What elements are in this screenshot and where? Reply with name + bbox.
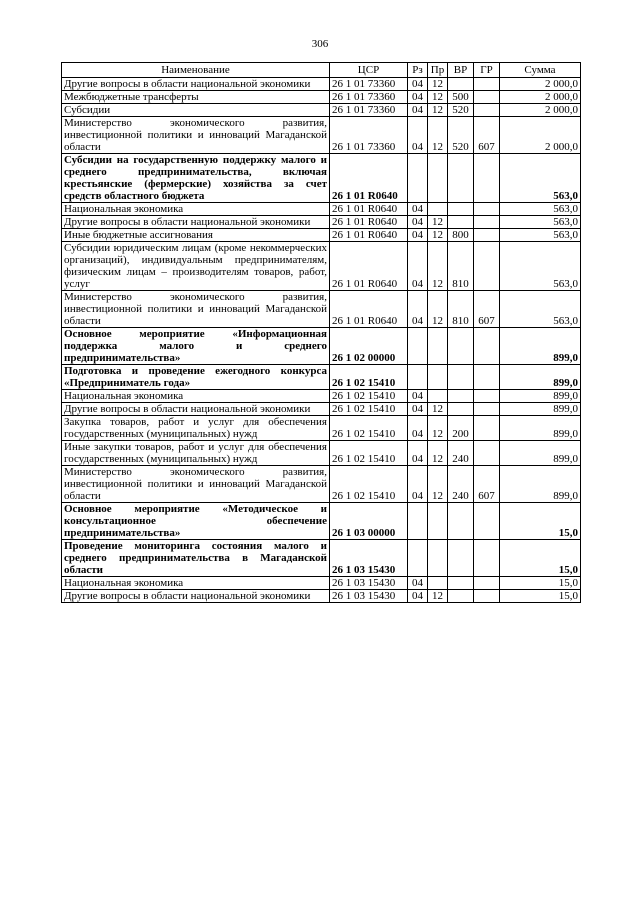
table-row — [62, 416, 581, 441]
cell-sum: 15,0 — [500, 503, 581, 540]
cell-gr — [474, 365, 500, 390]
cell-gr — [474, 154, 500, 203]
table-row — [62, 365, 581, 390]
cell-csr: 26 1 03 15430 — [330, 590, 408, 603]
table-row — [62, 104, 581, 117]
table-row — [62, 154, 581, 203]
cell-gr — [474, 416, 500, 441]
cell-gr — [474, 441, 500, 466]
cell-sum: 563,0 — [500, 154, 581, 203]
cell-rz: 04 — [408, 441, 428, 466]
cell-rz: 04 — [408, 577, 428, 590]
cell-sum: 899,0 — [500, 328, 581, 365]
table-row — [62, 229, 581, 242]
cell-csr: 26 1 02 15410 — [330, 390, 408, 403]
cell-rz — [408, 503, 428, 540]
cell-name: Проведение мониторинга состояния малого и среднего предпринимательства в Магаданской области — [62, 540, 330, 577]
table-row — [62, 390, 581, 403]
table-row — [62, 117, 581, 154]
table-row — [62, 328, 581, 365]
cell-name: Другие вопросы в области национальной экономики — [62, 403, 330, 416]
cell-vr — [448, 216, 474, 229]
cell-csr: 26 1 01 R0640 — [330, 154, 408, 203]
cell-sum: 15,0 — [500, 577, 581, 590]
cell-rz: 04 — [408, 390, 428, 403]
cell-pr: 12 — [428, 78, 448, 91]
cell-gr — [474, 390, 500, 403]
page-number: 306 — [311, 38, 329, 50]
cell-csr: 26 1 02 15410 — [330, 365, 408, 390]
cell-csr: 26 1 02 00000 — [330, 328, 408, 365]
cell-sum: 2 000,0 — [500, 91, 581, 104]
cell-rz — [408, 540, 428, 577]
header-pr: Пр — [428, 63, 448, 78]
cell-pr: 12 — [428, 590, 448, 603]
cell-gr — [474, 91, 500, 104]
cell-rz: 04 — [408, 117, 428, 154]
cell-sum: 2 000,0 — [500, 117, 581, 154]
cell-rz: 04 — [408, 416, 428, 441]
cell-sum: 899,0 — [500, 416, 581, 441]
cell-sum: 563,0 — [500, 242, 581, 291]
table-row — [62, 242, 581, 291]
cell-name: Субсидии — [62, 104, 330, 117]
cell-pr: 12 — [428, 117, 448, 154]
cell-pr — [428, 577, 448, 590]
cell-name: Иные закупки товаров, работ и услуг для обеспечения государственных (муниципальных) нужд — [62, 441, 330, 466]
table-row — [62, 590, 581, 603]
cell-name: Министерство экономического развития, инвестиционной политики и инноваций Магаданской области — [62, 291, 330, 328]
cell-gr — [474, 403, 500, 416]
cell-gr — [474, 78, 500, 91]
cell-sum: 2 000,0 — [500, 78, 581, 91]
table-row — [62, 403, 581, 416]
table-row — [62, 203, 581, 216]
cell-sum: 899,0 — [500, 403, 581, 416]
cell-name: Межбюджетные трансферты — [62, 91, 330, 104]
cell-pr — [428, 540, 448, 577]
cell-rz: 04 — [408, 291, 428, 328]
cell-name: Другие вопросы в области национальной экономики — [62, 216, 330, 229]
cell-csr: 26 1 02 15410 — [330, 416, 408, 441]
cell-pr: 12 — [428, 216, 448, 229]
cell-vr: 500 — [448, 91, 474, 104]
cell-pr: 12 — [428, 466, 448, 503]
cell-sum: 899,0 — [500, 466, 581, 503]
cell-vr: 240 — [448, 466, 474, 503]
cell-sum: 899,0 — [500, 365, 581, 390]
cell-pr: 12 — [428, 242, 448, 291]
cell-vr — [448, 203, 474, 216]
cell-gr — [474, 104, 500, 117]
cell-vr — [448, 328, 474, 365]
cell-csr: 26 1 01 73360 — [330, 104, 408, 117]
cell-vr: 810 — [448, 291, 474, 328]
cell-rz: 04 — [408, 216, 428, 229]
cell-csr: 26 1 03 00000 — [330, 503, 408, 540]
cell-pr — [428, 365, 448, 390]
cell-name: Другие вопросы в области национальной экономики — [62, 590, 330, 603]
cell-name: Закупка товаров, работ и услуг для обеспечения государственных (муниципальных) нужд — [62, 416, 330, 441]
cell-vr: 200 — [448, 416, 474, 441]
table-row — [62, 503, 581, 540]
cell-pr — [428, 328, 448, 365]
cell-vr: 800 — [448, 229, 474, 242]
cell-pr: 12 — [428, 104, 448, 117]
cell-rz: 04 — [408, 91, 428, 104]
table-row — [62, 216, 581, 229]
cell-rz: 04 — [408, 203, 428, 216]
cell-csr: 26 1 01 R0640 — [330, 203, 408, 216]
cell-csr: 26 1 01 73360 — [330, 91, 408, 104]
cell-rz — [408, 365, 428, 390]
table-row — [62, 441, 581, 466]
cell-name: Субсидии на государственную поддержку малого и среднего предпринимательства, включая крестьянские (фермерские) хозяйства за счет средств областного бюджета — [62, 154, 330, 203]
cell-csr: 26 1 01 R0640 — [330, 216, 408, 229]
header-gr: ГР — [474, 63, 500, 78]
cell-name: Министерство экономического развития, инвестиционной политики и инноваций Магаданской области — [62, 117, 330, 154]
cell-vr — [448, 503, 474, 540]
cell-csr: 26 1 01 R0640 — [330, 229, 408, 242]
cell-vr — [448, 78, 474, 91]
cell-vr — [448, 390, 474, 403]
cell-rz — [408, 328, 428, 365]
cell-gr: 607 — [474, 466, 500, 503]
cell-name: Субсидии юридическим лицам (кроме некоммерческих организаций), индивидуальным предпринимателям, физическим лицам – производителям товаров, работ, услуг — [62, 242, 330, 291]
cell-name: Иные бюджетные ассигнования — [62, 229, 330, 242]
cell-pr — [428, 390, 448, 403]
cell-vr: 520 — [448, 117, 474, 154]
cell-vr — [448, 540, 474, 577]
table-row — [62, 291, 581, 328]
cell-pr — [428, 203, 448, 216]
cell-rz: 04 — [408, 466, 428, 503]
cell-sum: 563,0 — [500, 229, 581, 242]
cell-sum: 899,0 — [500, 441, 581, 466]
cell-sum: 899,0 — [500, 390, 581, 403]
cell-vr — [448, 365, 474, 390]
cell-pr: 12 — [428, 229, 448, 242]
header-csr: ЦСР — [330, 63, 408, 78]
cell-csr: 26 1 01 73360 — [330, 78, 408, 91]
cell-gr — [474, 229, 500, 242]
header-sum: Сумма — [500, 63, 581, 78]
cell-gr — [474, 203, 500, 216]
cell-gr — [474, 540, 500, 577]
header-rz: Рз — [408, 63, 428, 78]
cell-sum: 2 000,0 — [500, 104, 581, 117]
table-row — [62, 577, 581, 590]
cell-gr — [474, 328, 500, 365]
cell-pr: 12 — [428, 291, 448, 328]
table-row — [62, 466, 581, 503]
header-vr: ВР — [448, 63, 474, 78]
cell-sum: 15,0 — [500, 590, 581, 603]
cell-rz: 04 — [408, 104, 428, 117]
cell-name: Основное мероприятие «Информационная поддержка малого и среднего предпринимательства» — [62, 328, 330, 365]
cell-name: Национальная экономика — [62, 577, 330, 590]
cell-csr: 26 1 02 15410 — [330, 466, 408, 503]
cell-gr — [474, 577, 500, 590]
cell-gr — [474, 503, 500, 540]
table-row — [62, 91, 581, 104]
cell-vr — [448, 154, 474, 203]
cell-rz: 04 — [408, 229, 428, 242]
cell-name: Другие вопросы в области национальной экономики — [62, 78, 330, 91]
cell-csr: 26 1 01 R0640 — [330, 242, 408, 291]
cell-name: Основное мероприятие «Методическое и консультационное обеспечение предпринимательства» — [62, 503, 330, 540]
cell-vr: 520 — [448, 104, 474, 117]
cell-sum: 15,0 — [500, 540, 581, 577]
cell-csr: 26 1 01 73360 — [330, 117, 408, 154]
budget-table — [61, 62, 581, 603]
cell-gr — [474, 590, 500, 603]
cell-csr: 26 1 01 R0640 — [330, 291, 408, 328]
cell-gr — [474, 242, 500, 291]
cell-name: Национальная экономика — [62, 203, 330, 216]
header-name: Наименование — [62, 63, 330, 78]
cell-gr — [474, 216, 500, 229]
cell-pr — [428, 154, 448, 203]
cell-csr: 26 1 03 15430 — [330, 540, 408, 577]
cell-pr: 12 — [428, 416, 448, 441]
cell-rz: 04 — [408, 242, 428, 291]
table-row — [62, 78, 581, 91]
cell-pr: 12 — [428, 441, 448, 466]
cell-rz — [408, 154, 428, 203]
cell-vr — [448, 590, 474, 603]
cell-gr: 607 — [474, 291, 500, 328]
cell-csr: 26 1 03 15430 — [330, 577, 408, 590]
cell-csr: 26 1 02 15410 — [330, 403, 408, 416]
cell-pr: 12 — [428, 91, 448, 104]
cell-sum: 563,0 — [500, 216, 581, 229]
cell-rz: 04 — [408, 78, 428, 91]
cell-vr — [448, 577, 474, 590]
cell-name: Национальная экономика — [62, 390, 330, 403]
cell-pr: 12 — [428, 403, 448, 416]
cell-sum: 563,0 — [500, 203, 581, 216]
table-row — [62, 540, 581, 577]
cell-sum: 563,0 — [500, 291, 581, 328]
cell-gr: 607 — [474, 117, 500, 154]
cell-csr: 26 1 02 15410 — [330, 441, 408, 466]
cell-name: Подготовка и проведение ежегодного конкурса «Предприниматель года» — [62, 365, 330, 390]
cell-rz: 04 — [408, 590, 428, 603]
cell-rz: 04 — [408, 403, 428, 416]
cell-vr: 810 — [448, 242, 474, 291]
cell-name: Министерство экономического развития, инвестиционной политики и инноваций Магаданской области — [62, 466, 330, 503]
header-row — [62, 63, 581, 78]
cell-vr: 240 — [448, 441, 474, 466]
cell-pr — [428, 503, 448, 540]
cell-vr — [448, 403, 474, 416]
